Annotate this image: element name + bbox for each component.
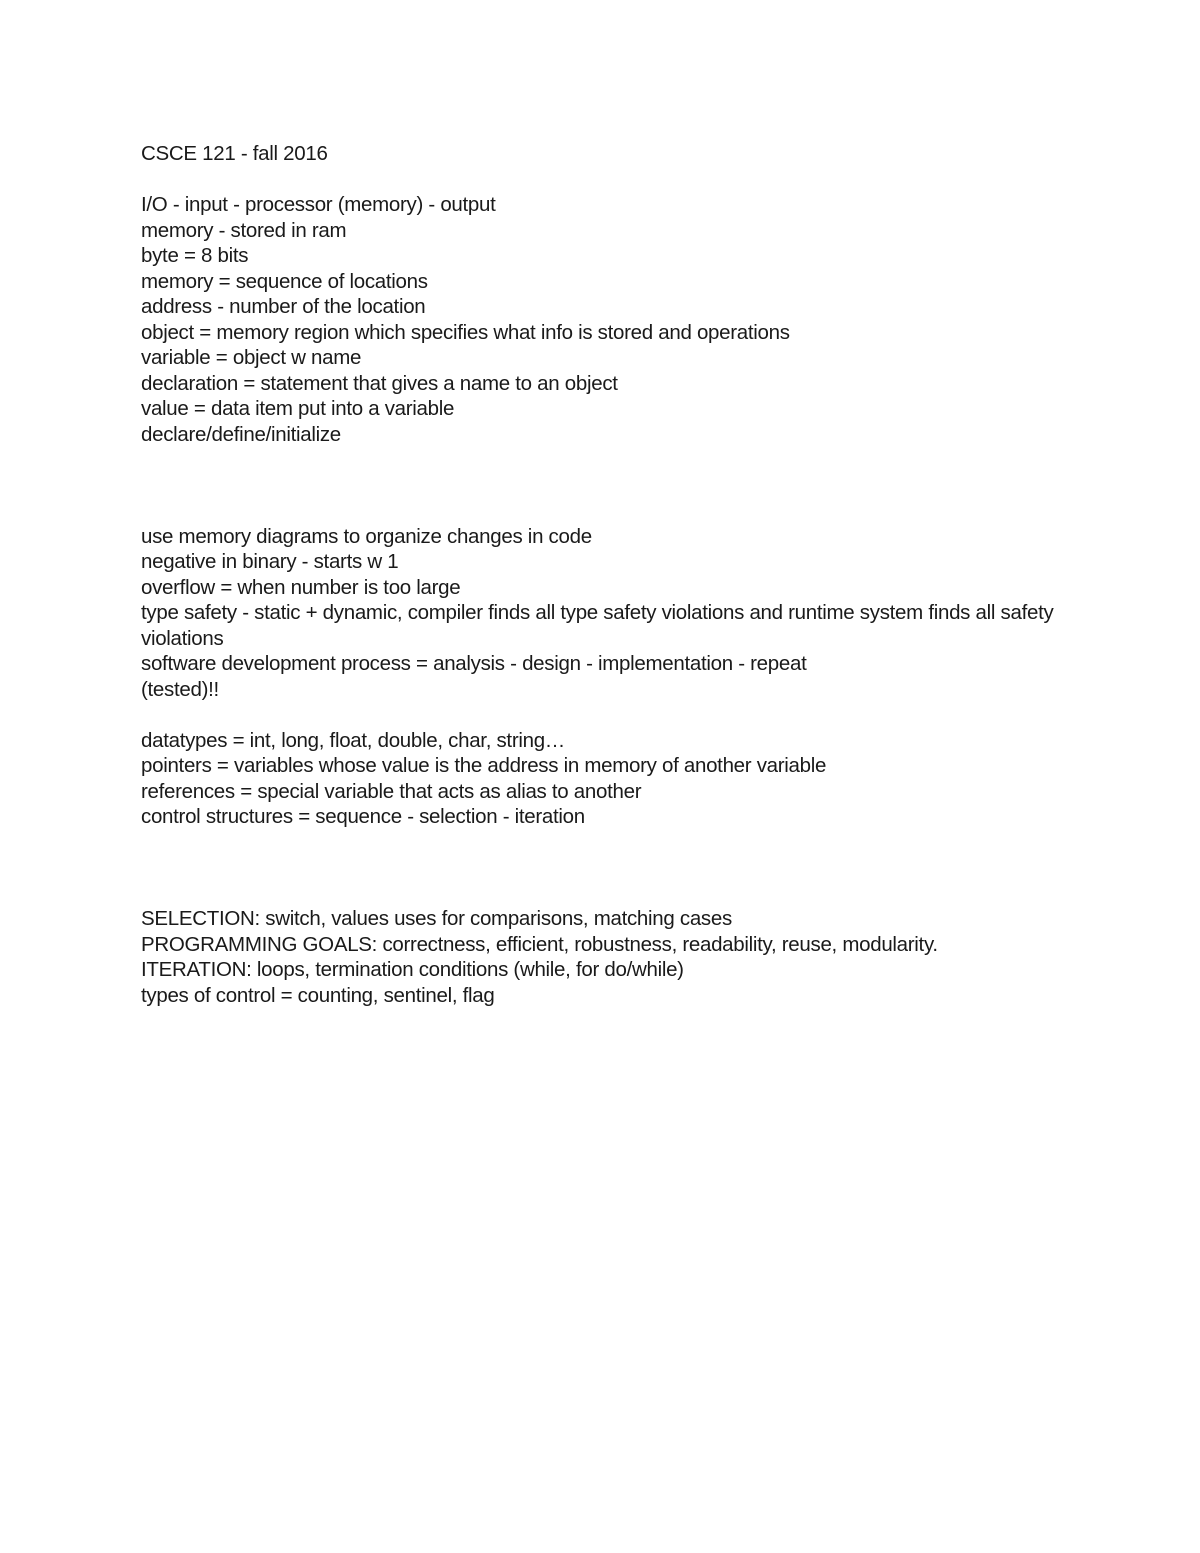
section-basics	[141, 192, 1101, 447]
note-line: overflow = when number is too large	[141, 575, 461, 599]
note-line: negative in binary - starts w 1	[141, 550, 399, 573]
note-line: type safety - static + dynamic, compiler finds all type safety violations and runtime system finds all safety violations	[141, 601, 1054, 650]
note-line: I/O - input - processor (memory) - output	[141, 193, 496, 216]
note-line: datatypes = int, long, float, double, char, string…	[141, 728, 566, 752]
spacer	[141, 702, 1101, 728]
note-line: pointers = variables whose value is the address in memory of another variable	[141, 754, 827, 777]
note-line: ITERATION: loops, termination conditions (while, for do/while)	[141, 958, 684, 981]
section-control	[141, 906, 1101, 1008]
section-process	[141, 524, 1101, 703]
note-line: byte = 8 bits	[141, 244, 249, 267]
spacer	[141, 830, 1101, 907]
note-line: memory = sequence of locations	[141, 269, 428, 293]
note-line: declaration = statement that gives a name to an object	[141, 371, 618, 395]
spacer	[141, 167, 1101, 193]
note-line: types of control = counting, sentinel, flag	[141, 983, 495, 1007]
note-line: (tested)!!	[141, 677, 219, 701]
note-line: value = data item put into a variable	[141, 397, 455, 420]
note-line: address - number of the location	[141, 295, 426, 318]
note-line: variable = object w name	[141, 346, 362, 369]
note-line: declare/define/initialize	[141, 422, 341, 446]
section-datatypes	[141, 728, 1101, 830]
note-line: PROGRAMMING GOALS: correctness, efficient, robustness, readability, reuse, modularity.	[141, 932, 938, 956]
note-line: references = special variable that acts as alias to another	[141, 779, 642, 803]
note-line: use memory diagrams to organize changes in code	[141, 524, 592, 548]
note-line: control structures = sequence - selection - iteration	[141, 805, 585, 828]
note-line: SELECTION: switch, values uses for comparisons, matching cases	[141, 907, 732, 930]
document-title: CSCE 121 - fall 2016	[141, 142, 328, 165]
notes-body	[141, 141, 1101, 1008]
spacer	[141, 447, 1101, 524]
note-line: object = memory region which specifies what info is stored and operations	[141, 320, 790, 344]
note-line: software development process = analysis - design - implementation - repeat	[141, 652, 807, 675]
note-line: memory - stored in ram	[141, 218, 347, 242]
